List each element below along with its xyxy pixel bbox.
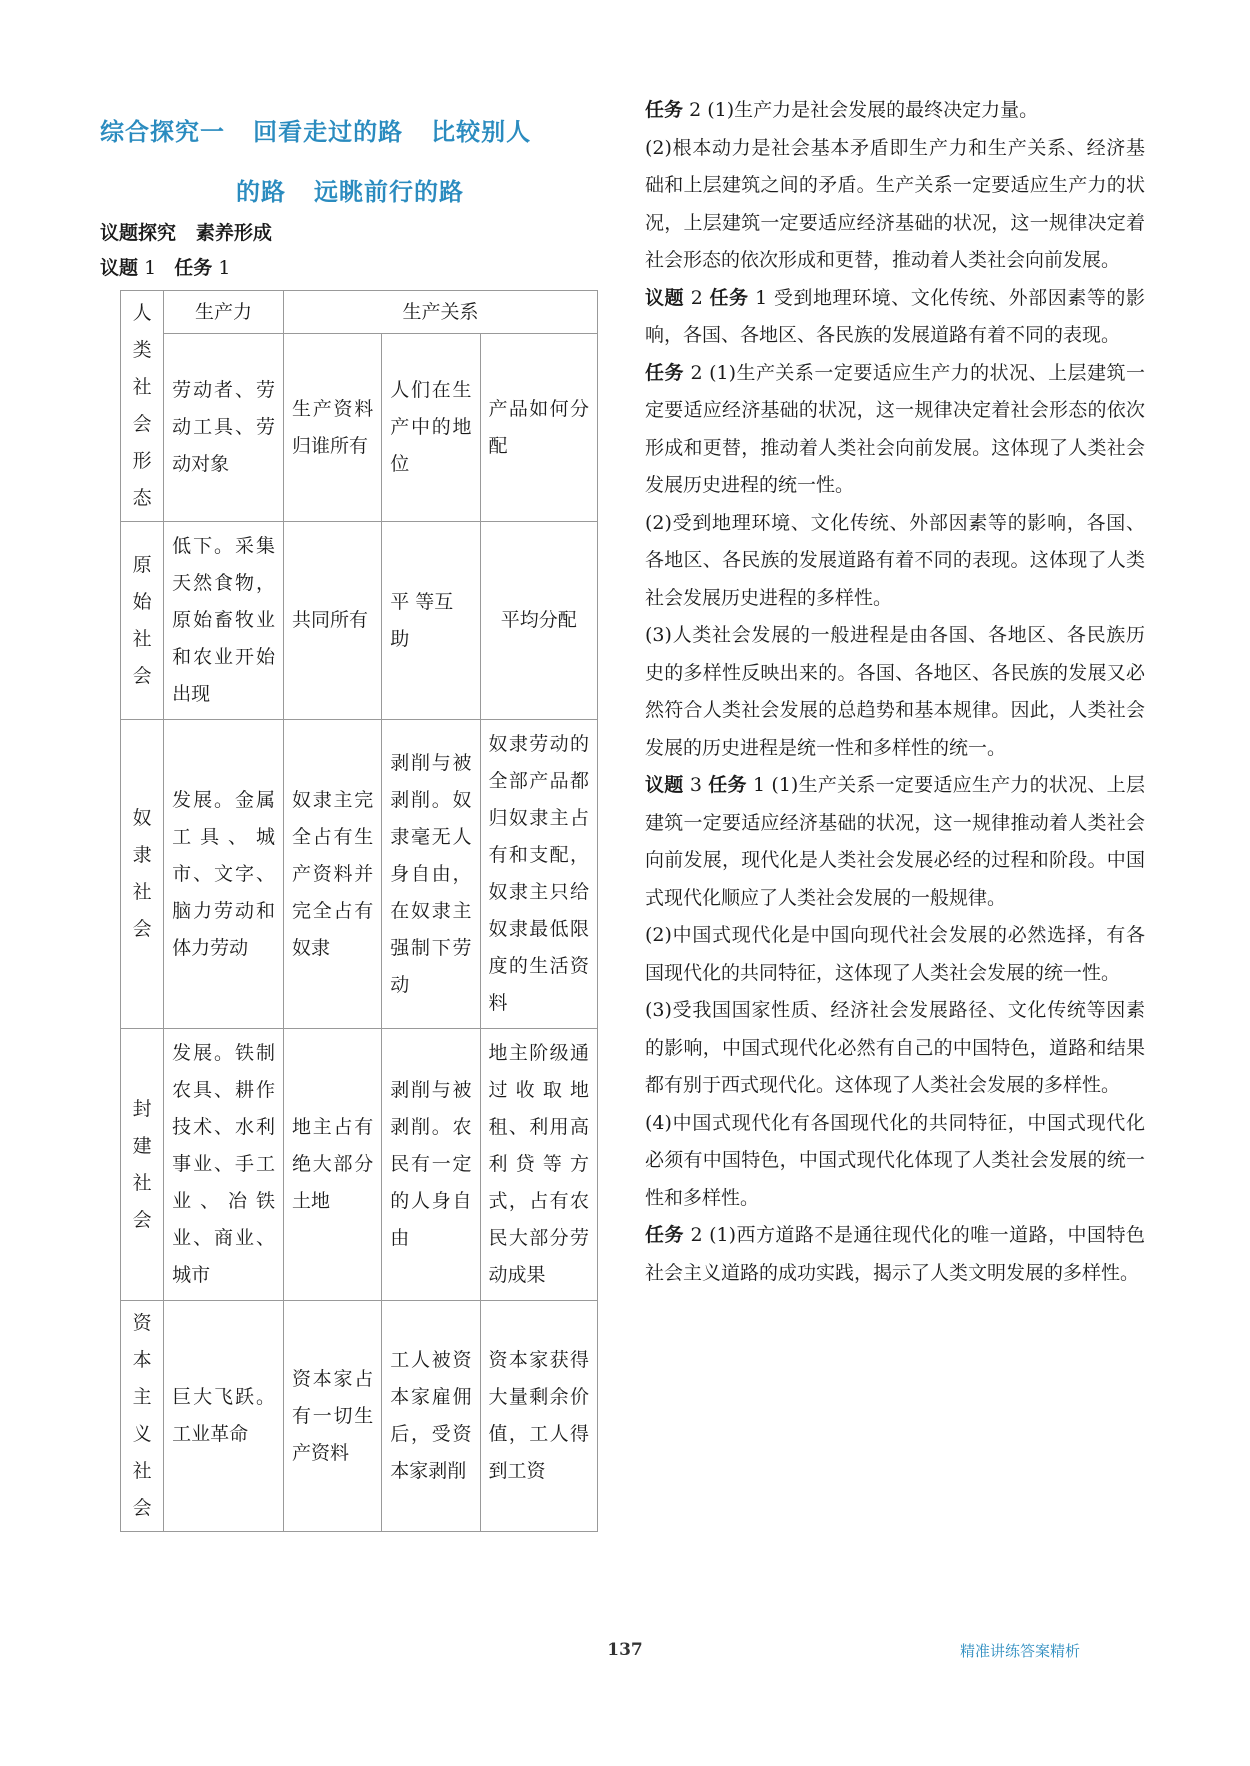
productivity-cell: 发展。铁制农具、耕作技术、水利事业、手工业、冶铁业、商业、城市	[164, 1029, 284, 1301]
subheader-cell: 生产资料归谁所有	[283, 334, 381, 522]
distribution-cell: 地主阶级通过收取地租、利用高利贷等方式，占有农民大部分劳动成果	[480, 1029, 598, 1301]
answer-text: (1)生产关系一定要适应生产力的状况、上层建筑一定要适应经济基础的状况，这一规律决定着社会形态的依次形成和更替，推动着人类社会向前发展。这体现了人类社会发展历史进程的统一性。	[645, 361, 1145, 496]
table-row	[121, 1301, 598, 1532]
table-header-row	[121, 291, 598, 334]
answer-text: (1)西方道路不是通往现代化的唯一道路，中国特色社会主义道路的成功实践，揭示了人类文明发展的多样性。	[645, 1224, 1145, 1284]
topic-label: 议题	[645, 774, 684, 796]
page-title-line1: 综合探究一 回看走过的路 比较别人	[100, 118, 532, 146]
answer-paragraph: (3)受我国国家性质、经济社会发展路径、文化传统等因素的影响，中国式现代化必然有自己的中国特色，道路和结果都有别于西式现代化。这体现了人类社会发展的多样性。	[645, 999, 1145, 1096]
distribution-cell: 平均分配	[480, 522, 598, 720]
productivity-cell: 低下。采集天然食物，原始畜牧业和农业开始出现	[164, 522, 284, 720]
answer-text: (1)生产力是社会发展的最终决定力量。	[701, 99, 1039, 121]
answer-text: (1)生产关系一定要适应生产力的状况、上层建筑一定要适应经济基础的状况，这一规律推动着人类社会向前发展，现代化是人类社会发展必经的过程和阶段。中国式现代化顺应了人类社会发展的一般规律。	[645, 774, 1145, 909]
social-form-cell: 封建社会	[121, 1029, 164, 1301]
task-label: 任务	[708, 774, 747, 796]
topic-number: 1	[144, 257, 157, 279]
ownership-cell: 资本家占有一切生产资料	[283, 1301, 381, 1532]
topic-number: 3	[689, 774, 702, 796]
answer-paragraph: (3)人类社会发展的一般进程是由各国、各地区、各民族历史的多样性反映出来的。各国、各地区、各民族的发展又必然符合人类社会发展的总趋势和基本规律。因此，人类社会发展的历史进程是统一性和多样性的统一。	[645, 624, 1145, 759]
header-relations: 生产关系	[283, 291, 597, 334]
answer-paragraph	[645, 355, 1145, 505]
table-row	[121, 522, 598, 720]
social-form-cell: 原始社会	[121, 522, 164, 720]
footer-caption: 精准讲练答案精析	[960, 1642, 1081, 1660]
distribution-cell: 奴隶劳动的全部产品都归奴隶主占有和支配，奴隶主只给奴隶最低限度的生活资料	[480, 720, 598, 1029]
page-number: 137	[607, 1640, 643, 1660]
task-number: 2	[689, 99, 702, 121]
answer-paragraph	[645, 280, 1145, 355]
table-row	[121, 1029, 598, 1301]
header-productivity: 生产力	[164, 291, 284, 334]
row-header-cell: 人类社会形态	[121, 291, 164, 522]
answer-paragraph: (2)受到地理环境、文化传统、外部因素等的影响，各国、各地区、各民族的发展道路有着不同的表现。这体现了人类社会发展历史进程的多样性。	[645, 511, 1145, 609]
page-title-line2: 的路 远眺前行的路	[235, 178, 465, 206]
task-label: 任务	[645, 361, 684, 384]
status-cell: 工人被资本家雇佣后，受资本家剥削	[382, 1301, 480, 1532]
social-form-cell: 资本主义社会	[121, 1301, 164, 1532]
subheader-cell: 人们在生产中的地位	[382, 334, 480, 522]
social-forms-table	[120, 290, 598, 1532]
answer-paragraph: (2)中国式现代化是中国向现代社会发展的必然选择，有各国现代化的共同特征，这体现了人类社会发展的统一性。	[645, 924, 1145, 984]
topic-label: 议题	[100, 257, 139, 279]
answer-text: 受到地理环境、文化传统、外部因素等的影响，各国、各地区、各民族的发展道路有着不同的表现。	[645, 286, 1145, 346]
task-label: 任务	[709, 286, 749, 309]
distribution-cell: 资本家获得大量剩余价值，工人得到工资	[480, 1301, 598, 1532]
answer-paragraph: (2)根本动力是社会基本矛盾即生产力和生产关系、经济基础和上层建筑之间的矛盾。生产关系一定要适应生产力的状况，上层建筑一定要适应经济基础的状况，这一规律决定着社会形态的依次形成和更替，推动着人类社会向前发展。	[645, 136, 1145, 271]
task-number: 2	[690, 1224, 703, 1246]
status-cell: 平 等互助	[382, 522, 480, 720]
section-heading: 议题探究 素养形成	[100, 222, 272, 244]
subheader-cell: 产品如何分配	[480, 334, 598, 522]
answer-paragraph	[645, 767, 1145, 917]
topic-label: 议题	[645, 286, 685, 309]
answer-paragraph	[645, 1217, 1145, 1292]
ownership-cell: 地主占有绝大部分土地	[283, 1029, 381, 1301]
productivity-cell: 巨大飞跃。工业革命	[164, 1301, 284, 1532]
answer-paragraph	[645, 92, 1145, 130]
task-number: 1	[755, 286, 768, 309]
topic1-heading	[100, 253, 230, 280]
topic-number: 2	[690, 286, 703, 309]
right-column	[645, 92, 1145, 1292]
task-number: 2	[690, 361, 703, 384]
task-label: 任务	[645, 1224, 684, 1246]
productivity-cell: 发展。金属工具、城市、文字、脑力劳动和体力劳动	[164, 720, 284, 1029]
task-number: 1	[753, 774, 766, 796]
table-row	[121, 720, 598, 1029]
status-cell: 剥削与被剥削。农民有一定的人身自由	[382, 1029, 480, 1301]
task-label: 任务	[645, 99, 684, 121]
table-subheader-row	[121, 334, 598, 522]
ownership-cell: 奴隶主完全占有生产资料并完全占有奴隶	[283, 720, 381, 1029]
social-form-cell: 奴隶社会	[121, 720, 164, 1029]
subheader-cell: 劳动者、劳动工具、劳动对象	[164, 334, 284, 522]
status-cell: 剥削与被剥削。奴隶毫无人身自由，在奴隶主强制下劳动	[382, 720, 480, 1029]
answer-paragraph: (4)中国式现代化有各国现代化的共同特征，中国式现代化必须有中国特色，中国式现代化体现了人类社会发展的统一性和多样性。	[645, 1111, 1145, 1209]
ownership-cell: 共同所有	[283, 522, 381, 720]
task-number: 1	[218, 257, 231, 279]
task-label: 任务	[174, 257, 213, 279]
